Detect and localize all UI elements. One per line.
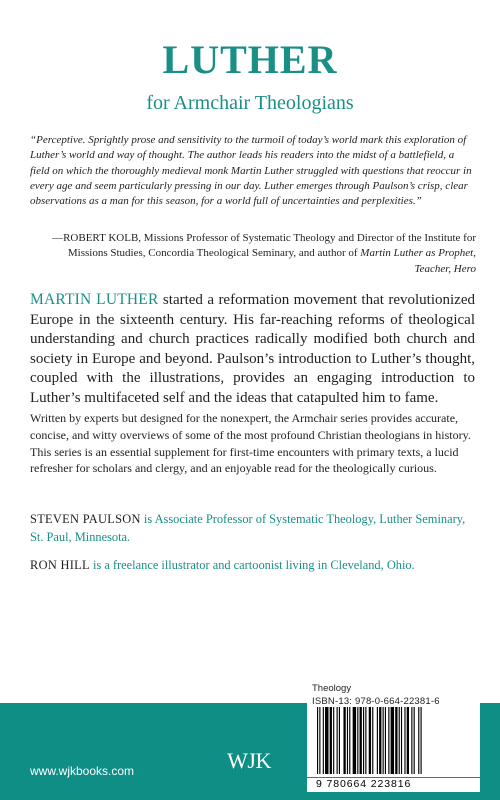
barcode-bar xyxy=(347,706,348,774)
bio-name: STEVEN PAULSON xyxy=(30,512,141,526)
barcode-bar xyxy=(395,706,397,774)
barcode xyxy=(315,706,473,778)
barcode-bar xyxy=(360,706,362,774)
category-label: Theology xyxy=(312,683,352,694)
barcode-bar xyxy=(339,706,340,774)
book-title: LUTHER xyxy=(162,37,338,82)
barcode-bar xyxy=(357,706,358,774)
bio-desc: is Associate Professor of Systematic Theology, Luther Seminary, St. Paul, Minnesota. xyxy=(30,512,466,544)
barcode-bar xyxy=(349,706,350,774)
barcode-bar xyxy=(372,706,373,774)
barcode-bar xyxy=(407,706,409,774)
publisher-website: www.wjkbooks.com xyxy=(30,764,135,778)
barcode-bar xyxy=(337,706,338,774)
barcode-bar xyxy=(414,706,415,774)
publisher-logo: WJK xyxy=(227,748,271,773)
barcode-bar xyxy=(418,706,419,774)
intro-body: started a reformation movement that revolutionized Europe in the sixteenth century. His far-reaching reforms of theological understanding and church practices radically modified both church and society in Europe and beyond. Paulson’s introduction to Luther’s thought, coupled with the illustrations, provides an engaging introduction to Luther’s multifaceted self and the ideas that catapulted him to fame. xyxy=(30,292,475,406)
barcode-bar xyxy=(411,706,412,774)
book-subtitle: for Armchair Theologians xyxy=(146,92,354,114)
barcode-bar xyxy=(401,706,402,774)
barcode-bar xyxy=(399,706,400,774)
intro-paragraph xyxy=(30,290,475,408)
barcode-bar xyxy=(333,706,334,774)
barcode-bar xyxy=(383,706,384,774)
barcode-bar xyxy=(330,706,332,774)
barcode-bar xyxy=(421,706,422,774)
barcode-bar xyxy=(319,706,320,774)
barcode-bar xyxy=(353,706,356,774)
barcode-bar xyxy=(369,706,371,774)
endorsement-attribution xyxy=(40,231,476,277)
barcode-bar xyxy=(391,706,394,774)
barcode-bar xyxy=(388,706,389,774)
barcode-bar xyxy=(365,706,366,774)
barcode-bar xyxy=(343,706,345,774)
barcode-bar xyxy=(317,706,318,774)
barcode-bar xyxy=(363,706,364,774)
barcode-bar xyxy=(404,706,405,774)
barcode-bar xyxy=(379,706,381,774)
intro-lead: MARTIN LUTHER xyxy=(30,291,159,308)
illustrator-bio xyxy=(30,557,475,575)
bio-desc: is a freelance illustrator and cartoonist living in Cleveland, Ohio. xyxy=(89,558,415,572)
barcode-bar xyxy=(323,706,324,774)
barcode-bar xyxy=(377,706,378,774)
attribution-book-title: Martin Luther as Prophet, Teacher, Hero xyxy=(360,247,476,275)
series-description: Written by experts but designed for the nonexpert, the Armchair series provides accurate, concise, and witty overviews of some of the most profound Christian theologians in history. This series is an essential supplement for first-time encounters with primary texts, a lucid refresher for scholars and clergy, and an enjoyable read for the theologically curious. xyxy=(30,411,471,476)
endorsement-quote: “Perceptive. Sprightly prose and sensitivity to the turmoil of today’s world mark this exploration of Luther’s world and way of thought. The author leads his readers into the midst of a battlefield, a field on which the thoroughly medieval monk Martin Luther struggled with questions that reoccur in every age and seem particularly pressing in our day. Luther emerges through Paulson’s crisp, clear observations as a man for this season, for a world full of uncertainties and perplexities.” xyxy=(30,134,472,208)
barcode-bar xyxy=(325,706,328,774)
isbn-label: ISBN-13: 978-0-664-22381-6 xyxy=(312,696,443,707)
author-bio xyxy=(30,511,475,546)
attribution-text: —ROBERT KOLB, Missions Professor of Systematic Theology and Director of the Institute for Missions Studies, Concordia Theological Seminary, and author of xyxy=(52,232,476,260)
barcode-bar xyxy=(385,706,386,774)
barcode-number: 9 780664 223816 xyxy=(316,778,412,790)
barcode-number-box xyxy=(307,778,480,792)
bio-name: RON HILL xyxy=(30,558,90,572)
